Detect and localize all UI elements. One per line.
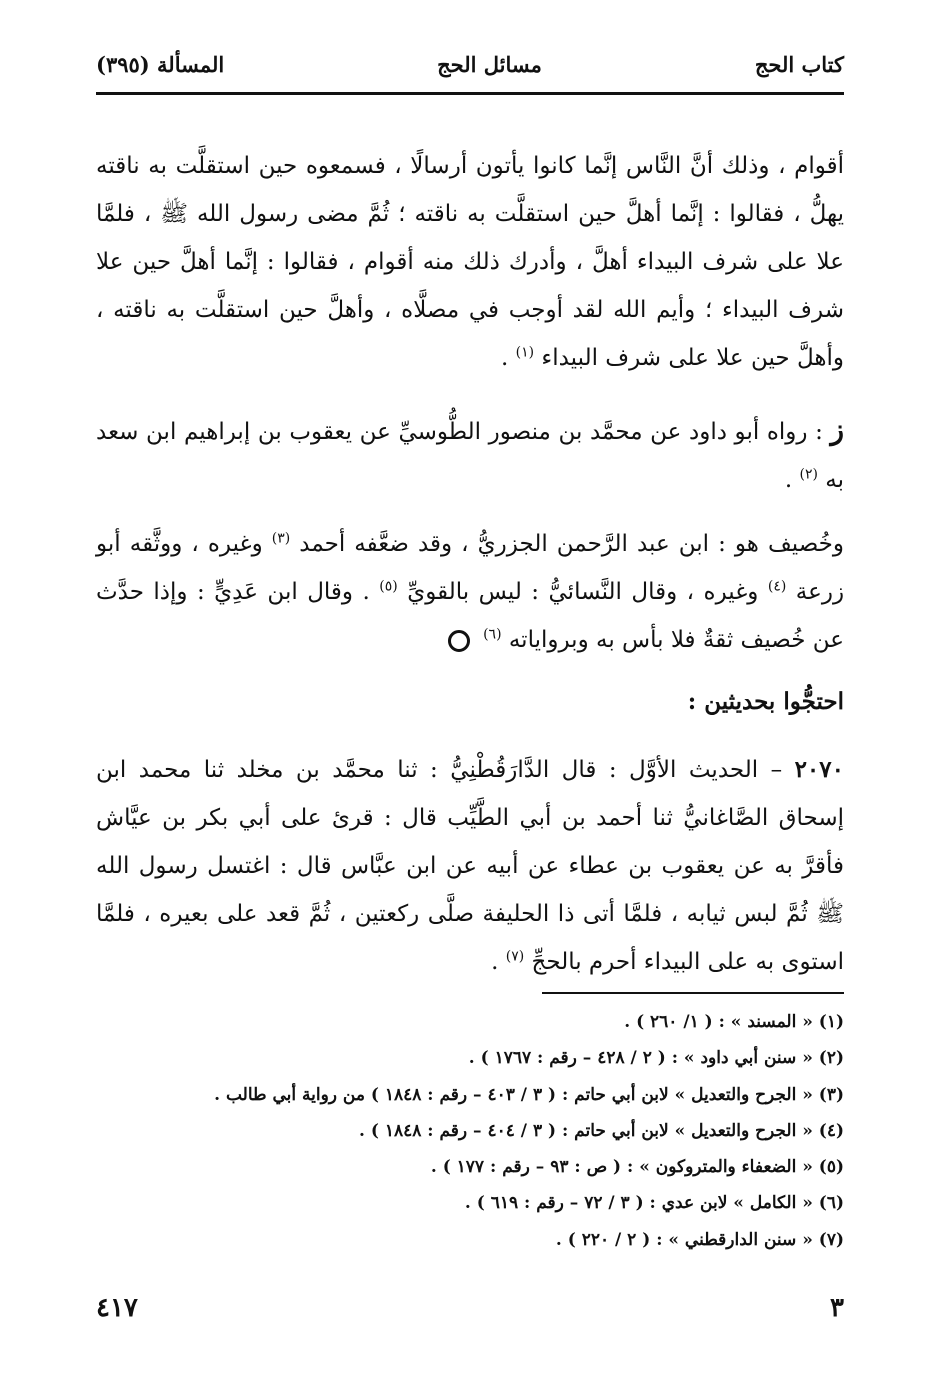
- paragraph-text: وغيره ، ووثَّقه أبو زرعة: [96, 531, 845, 605]
- paragraph-text: وخُصيف هو : ابن عبد الرَّحمن الجزريُّ ، وقد ضعَّفه أحمد: [299, 531, 844, 557]
- sentence-end: .: [501, 345, 509, 371]
- paragraph-text: . وقال ابن عَدِيٍّ : وإذا حدَّث عن خُصيف ثقةٌ فلا بأس به وبرواياته: [96, 579, 844, 653]
- zay-symbol: ز: [830, 413, 845, 446]
- footnote-ref: (١): [515, 344, 535, 361]
- heading-text: احتجُّوا بحديثين :: [687, 688, 844, 715]
- paragraph-hadith-continuation: [96, 142, 844, 382]
- header-issue-number: المسألة (٣٩٥): [96, 51, 225, 77]
- footnote-item: (٦) « الكامل » لابن عدي : ( ٣ / ٧٢ – رقم : ٦١٩ ) .: [464, 1193, 844, 1214]
- footnotes-list: [96, 1004, 844, 1258]
- footnote-item: (٧) « سنن الدارقطني » : ( ٢ / ٢٢٠ ) .: [555, 1229, 844, 1250]
- paragraph-text: وغيره ، وقال النَّسائيُّ : ليس بالقويِّ: [407, 579, 759, 605]
- book-page: [96, 0, 844, 1390]
- volume-number: ٣: [830, 1293, 844, 1323]
- footnote-item: (٤) « الجرح والتعديل » لابن أبي حاتم : ( ٣ / ٤٠٤ – رقم : ١٨٤٨ ) .: [359, 1120, 844, 1141]
- footnote-ref: (٢): [799, 466, 818, 483]
- paragraph-text: – الحديث الأوَّل : قال الدَّارَقُطْنِيُّ : ثنا محمَّد بن مخلد ثنا محمد ابن إسحاق الصَّاغانيُّ ثنا أحمد بن أبي الطَّيِّب قال : قرئ على أبي بكر بن عيَّاش فأقرَّ به عن يعقوب بن عطاء عن أبيه عن ابن عبَّاس قال : اغتسل رسول الله ﷺ ثُمَّ لبس ثيابه ، فلمَّا أتى ذا الحليفة صلَّى ركعتين ، ثُمَّ قعد على بعيره ، فلمَّا استوى به على البيداء أحرم بالحجِّ: [96, 757, 844, 975]
- footnote-item: (٣) « الجرح والتعديل » لابن أبي حاتم : ( ٣ / ٤٠٣ – رقم : ١٨٤٨ ) من رواية أبي طالب .: [214, 1084, 844, 1105]
- sentence-end: .: [784, 467, 793, 493]
- footnote-item: (١) « المسند » : ( ١/ ٢٦٠ ) .: [624, 1012, 844, 1032]
- paragraph-narrator-grading: [96, 520, 844, 664]
- footnote-item: (٢) « سنن أبي داود » : ( ٢ / ٤٢٨ – رقم : ١٧٦٧ ) .: [468, 1048, 844, 1069]
- footnote-ref: (٣): [271, 530, 291, 547]
- footnote-ref: (٧): [505, 948, 525, 965]
- paragraph-text: : رواه أبو داود عن محمَّد بن منصور الطُّوسيِّ عن يعقوب بن إبراهيم ابن سعد به: [96, 419, 844, 493]
- header-book-title: كتاب الحج: [754, 51, 844, 77]
- footnote-divider: [542, 992, 844, 994]
- footnote-ref: (٤): [767, 578, 787, 595]
- footnote-item: (٥) « الضعفاء والمتروكون » : ( ص : ٩٣ – رقم : ١٧٧ ) .: [430, 1157, 844, 1178]
- paragraph-hadith-2070: [96, 746, 844, 986]
- end-circle-icon: [448, 630, 470, 652]
- paragraph-text: أقوام ، وذلك أنَّ النَّاس إنَّما كانوا يأتون أرسالًا ، فسمعوه حين استقلَّت به ناقته يهلُّ ، فقالوا : إنَّما أهلَّ حين استقلَّت به ناقته ؛ ثُمَّ مضى رسول الله ﷺ ، فلمَّا علا على شرف البيداء أهلَّ ، وأدرك ذلك منه أقوام ، فقالوا : إنَّما أهلَّ حين علا شرف البيداء ؛ وأيم الله لقد أوجب في مصلَّاه ، وأهلَّ حين استقلَّت به ناقته ، وأهلَّ حين علا على شرف البيداء: [96, 153, 844, 371]
- hadith-number: ٢٠٧٠: [794, 756, 844, 783]
- page-number: ٤١٧: [96, 1293, 138, 1323]
- page-footer: [96, 1288, 844, 1328]
- header-divider: [96, 92, 844, 95]
- footnote-ref: (٥): [379, 578, 398, 595]
- header-section-title: مسائل الحج: [437, 51, 542, 77]
- sentence-end: .: [491, 949, 499, 975]
- paragraph-takhrij: [96, 406, 844, 504]
- footnote-ref: (٦): [483, 626, 502, 643]
- section-heading: [96, 678, 844, 726]
- running-header: [96, 44, 844, 84]
